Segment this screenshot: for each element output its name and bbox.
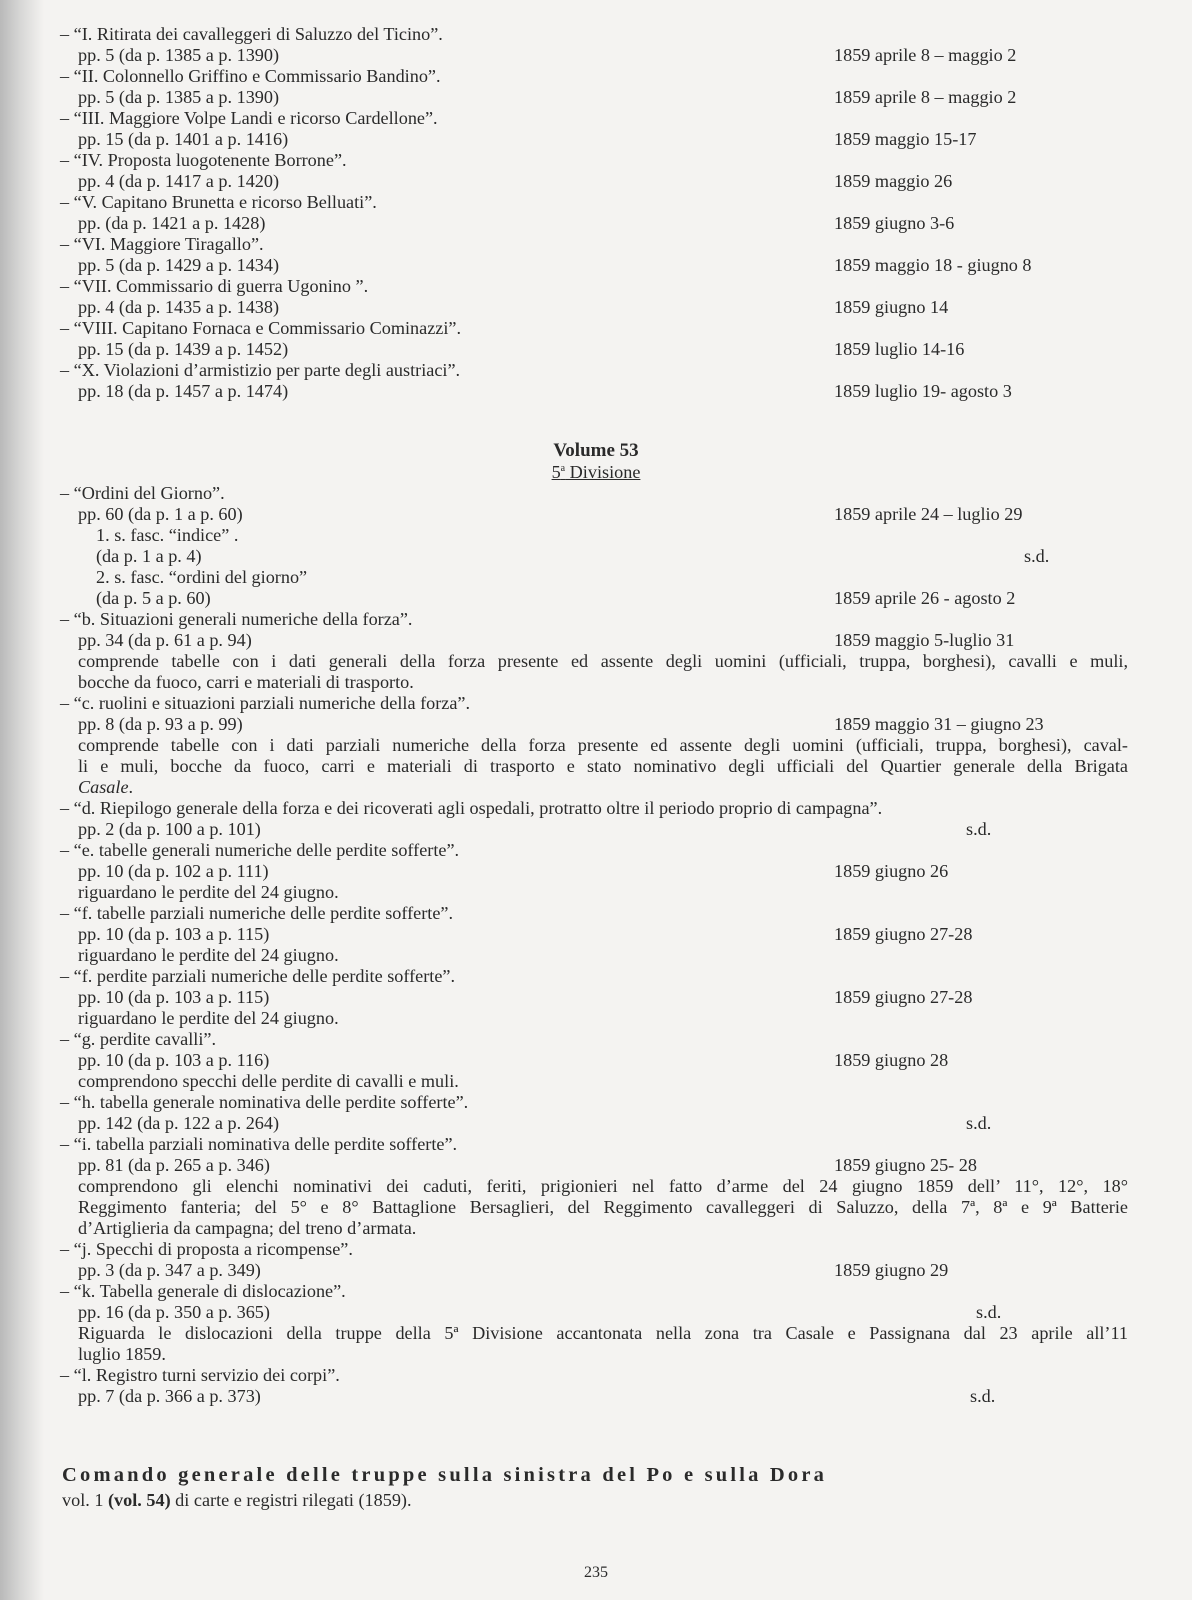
entry-date: 1859 maggio 5-luglio 31	[834, 630, 1015, 650]
entry-title: – “f. perdite parziali numeriche delle perdite sofferte”.	[60, 966, 456, 986]
entry-description: riguardano le perdite del 24 giugno.	[78, 1008, 339, 1028]
entry-pages: pp. 15 (da p. 1439 a p. 1452)	[78, 339, 289, 359]
entry-description: comprende tabelle con i dati generali della forza presente ed assente degli uomini (ufficiali, truppa, borghesi), cavalli e muli,	[78, 651, 1128, 671]
subfolder-pages: (da p. 5 a p. 60)	[96, 588, 211, 608]
entry-pages: pp. 16 (da p. 350 a p. 365)	[78, 1302, 270, 1322]
subfolder-date: s.d.	[1024, 546, 1050, 566]
entry-date: 1859 giugno 25- 28	[834, 1155, 977, 1175]
entry-title: – “X. Violazioni d’armistizio per parte degli austriaci”.	[60, 360, 461, 380]
entry-title: – “VII. Commissario di guerra Ugonino ”.	[60, 276, 369, 296]
entry-title: – “i. tabella parziali nominativa delle perdite sofferte”.	[60, 1134, 458, 1154]
entry-title: – “II. Colonnello Griffino e Commissario Bandino”.	[60, 66, 441, 86]
division-subtitle: 5$^a$ Divisione	[551, 462, 641, 482]
entry-pages: pp. 81 (da p. 265 a p. 346)	[78, 1155, 270, 1175]
entry-pages: pp. 2 (da p. 100 a p. 101)	[78, 819, 261, 839]
entry-pages: pp. 18 (da p. 1457 a p. 1474)	[78, 381, 289, 401]
entry-pages: pp. 10 (da p. 103 a p. 115)	[78, 924, 270, 944]
entry-date: 1859 maggio 18 - giugno 8	[834, 255, 1032, 275]
subfolder-title: 1. s. fasc. “indice” .	[96, 525, 239, 545]
entry-pages: pp. 4 (da p. 1435 a p. 1438)	[78, 297, 280, 317]
entry-date: 1859 maggio 31 – giugno 23	[834, 714, 1044, 734]
entry-title: – “e. tabelle generali numeriche delle perdite sofferte”.	[60, 840, 460, 860]
entry-title: – “d. Riepilogo generale della forza e dei ricoverati agli ospedali, protratto oltre il periodo proprio di campagna”.	[60, 798, 883, 818]
entry-title: – “c. ruolini e situazioni parziali numeriche della forza”.	[60, 693, 471, 713]
entry-date: 1859 maggio 26	[834, 171, 953, 191]
entry-title: – “j. Specchi di proposta a ricompense”.	[60, 1239, 353, 1259]
entry-description: comprendono gli elenchi nominativi dei caduti, feriti, prigionieri nel fatto d’arme del 24 giugno 1859 dell’ 11°, 12°, 18°	[78, 1176, 1128, 1196]
entry-title: – “VIII. Capitano Fornaca e Commissario Cominazzi”.	[60, 318, 462, 338]
entry-description: bocche da fuoco, carri e materiali di trasporto.	[78, 672, 414, 692]
entry-date: 1859 giugno 28	[834, 1050, 949, 1070]
entry-date: 1859 maggio 15-17	[834, 129, 977, 149]
entry-pages: pp. 8 (da p. 93 a p. 99)	[78, 714, 243, 734]
entry-date: s.d.	[976, 1302, 1002, 1322]
entry-description: Casale.	[78, 777, 134, 797]
entry-pages: pp. 3 (da p. 347 a p. 349)	[78, 1260, 261, 1280]
section-subtitle: vol. 1 (vol. 54) di carte e registri rilegati (1859).	[62, 1490, 412, 1510]
entry-date: 1859 luglio 19- agosto 3	[834, 381, 1012, 401]
entry-title: – “h. tabella generale nominativa delle perdite sofferte”.	[60, 1092, 469, 1112]
entry-pages: pp. 60 (da p. 1 a p. 60)	[78, 504, 243, 524]
entry-description: luglio 1859.	[78, 1344, 166, 1364]
subfolder-date: 1859 aprile 26 - agosto 2	[834, 588, 1016, 608]
entry-description: riguardano le perdite del 24 giugno.	[78, 945, 339, 965]
entry-title: – “Ordini del Giorno”.	[60, 483, 225, 503]
entry-date: 1859 giugno 14	[834, 297, 949, 317]
subfolder-pages: (da p. 1 a p. 4)	[96, 546, 202, 566]
entry-title: – “f. tabelle parziali numeriche delle perdite sofferte”.	[60, 903, 454, 923]
entry-date: 1859 aprile 8 – maggio 2	[834, 45, 1017, 65]
entry-description: d’Artiglieria da campagna; del treno d’armata.	[78, 1218, 417, 1238]
entry-title: – “b. Situazioni generali numeriche della forza”.	[60, 609, 413, 629]
entry-title: – “V. Capitano Brunetta e ricorso Belluati”.	[60, 192, 377, 212]
subfolder-title: 2. s. fasc. “ordini del giorno”	[96, 567, 308, 587]
entry-pages: pp. (da p. 1421 a p. 1428)	[78, 213, 266, 233]
entry-pages: pp. 15 (da p. 1401 a p. 1416)	[78, 129, 289, 149]
entry-title: – “k. Tabella generale di dislocazione”.	[60, 1281, 346, 1301]
entry-title: – “g. perdite cavalli”.	[60, 1029, 217, 1049]
entry-date: 1859 aprile 24 – luglio 29	[834, 504, 1023, 524]
entry-date: s.d.	[970, 1386, 996, 1406]
entry-pages: pp. 34 (da p. 61 a p. 94)	[78, 630, 252, 650]
entry-date: 1859 giugno 26	[834, 861, 949, 881]
entry-pages: pp. 5 (da p. 1385 a p. 1390)	[78, 45, 280, 65]
entry-pages: pp. 5 (da p. 1429 a p. 1434)	[78, 255, 280, 275]
entry-description: comprende tabelle con i dati parziali numeriche della forza presente ed assente degli uomini (ufficiali, truppa, borghesi), caval-	[78, 735, 1128, 755]
entry-date: 1859 luglio 14-16	[834, 339, 965, 359]
entry-pages: pp. 10 (da p. 102 a p. 111)	[78, 861, 269, 881]
entry-title: – “IV. Proposta luogotenente Borrone”.	[60, 150, 347, 170]
entry-date: 1859 giugno 27-28	[834, 924, 973, 944]
entry-date: s.d.	[966, 1113, 992, 1133]
page-number: 235	[584, 1564, 608, 1581]
entry-pages: pp. 5 (da p. 1385 a p. 1390)	[78, 87, 280, 107]
entry-title: – “VI. Maggiore Tiragallo”.	[60, 234, 264, 254]
entry-date: s.d.	[966, 819, 992, 839]
section-heading: Comando generale delle truppe sulla sinistra del Po e sulla Dora	[62, 1464, 828, 1486]
entry-pages: pp. 142 (da p. 122 a p. 264)	[78, 1113, 280, 1133]
entry-title: – “III. Maggiore Volpe Landi e ricorso Cardellone”.	[60, 108, 438, 128]
entry-description: Reggimento fanteria; del 5° e 8° Battaglione Bersaglieri, del Reggimento cavalleggeri di Saluzzo, della 7ª, 8ª e 9ª Batterie	[78, 1197, 1128, 1217]
entry-pages: pp. 7 (da p. 366 a p. 373)	[78, 1386, 261, 1406]
entry-date: 1859 giugno 27-28	[834, 987, 973, 1007]
entry-date: 1859 giugno 3-6	[834, 213, 955, 233]
volume-title: Volume 53	[553, 440, 639, 461]
entry-date: 1859 aprile 8 – maggio 2	[834, 87, 1017, 107]
entry-pages: pp. 4 (da p. 1417 a p. 1420)	[78, 171, 280, 191]
entry-description: comprendono specchi delle perdite di cavalli e muli.	[78, 1071, 459, 1091]
entry-date: 1859 giugno 29	[834, 1260, 949, 1280]
entry-description: Riguarda le dislocazioni della truppe della 5ª Divisione accantonata nella zona tra Casale e Passignana dal 23 aprile all’11	[78, 1323, 1128, 1343]
entry-description: li e muli, bocche da fuoco, carri e materiali di trasporto e stato nominativo degli ufficiali del Quartier generale della Brigata	[78, 756, 1128, 776]
entry-pages: pp. 10 (da p. 103 a p. 116)	[78, 1050, 270, 1070]
entry-title: – “l. Registro turni servizio dei corpi”.	[60, 1365, 340, 1385]
entry-title: – “I. Ritirata dei cavalleggeri di Saluzzo del Ticino”.	[60, 24, 443, 44]
entry-description: riguardano le perdite del 24 giugno.	[78, 882, 339, 902]
entry-pages: pp. 10 (da p. 103 a p. 115)	[78, 987, 270, 1007]
